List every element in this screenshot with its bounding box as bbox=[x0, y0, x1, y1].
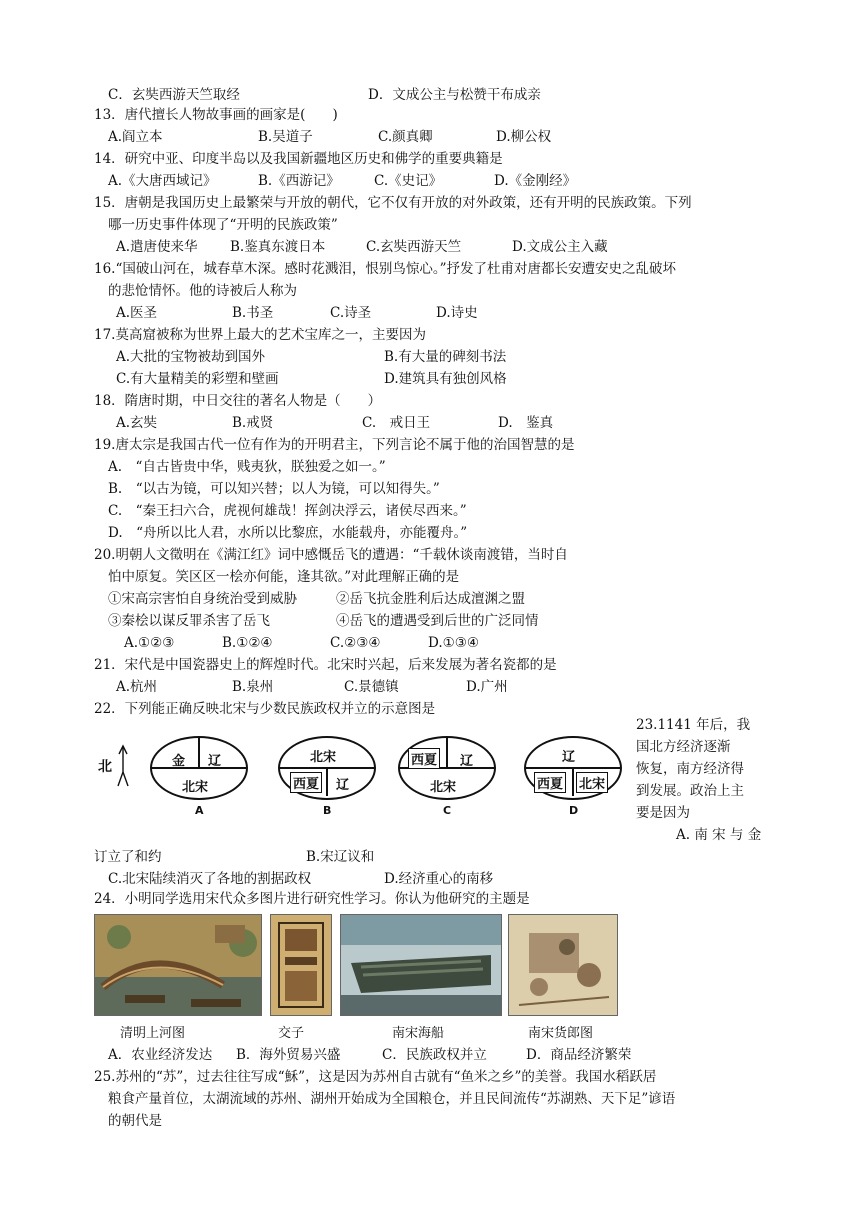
option-b: B.《西游记》 bbox=[258, 173, 340, 189]
diagram-d-region: 北宋 bbox=[576, 772, 608, 793]
option-c: C.颜真卿 bbox=[378, 129, 433, 145]
option-a: A.玄奘 bbox=[116, 415, 158, 431]
question-24: 24．小明同学选用宋代众多图片进行研究性学习。你认为他研究的主题是 bbox=[94, 891, 530, 907]
diagram-c-region: 西夏 bbox=[408, 748, 440, 769]
option-a: A．农业经济发达 bbox=[108, 1047, 213, 1063]
diagram-c-region: 北宋 bbox=[430, 780, 457, 795]
diagram-b-letter: B bbox=[323, 804, 332, 817]
option-d: D．文成公主与松赞干布成亲 bbox=[368, 87, 541, 103]
option-a: A.①②③ bbox=[124, 635, 175, 651]
diagram-b-region: 辽 bbox=[336, 778, 350, 793]
option-d: D.建筑具有独创风格 bbox=[384, 371, 507, 387]
option-d: D.①③④ bbox=[428, 635, 479, 651]
option-a-continued: 订立了和约 bbox=[94, 849, 162, 865]
question-20-line2: 怕中原复。笑区区一桧亦何能，逢其欲。”对此理解正确的是 bbox=[108, 569, 460, 585]
statement-2: ②岳飞抗金胜利后达成澶渊之盟 bbox=[336, 591, 525, 607]
option-d: D.文成公主入藏 bbox=[512, 239, 608, 255]
question-19: 19.唐太宗是我国古代一位有作为的开明君主，下列言论不属于他的治国智慧的是 bbox=[94, 437, 575, 453]
option-c: C. “秦王扫六合，虎视何雄哉！挥剑决浮云，诸侯尽西来。” bbox=[108, 503, 467, 519]
option-c: C.②③④ bbox=[330, 635, 381, 651]
north-arrow-icon bbox=[116, 744, 130, 788]
option-d: D.广州 bbox=[466, 679, 508, 695]
option-d: D.《金刚经》 bbox=[494, 173, 577, 189]
diagram-d-region: 西夏 bbox=[534, 772, 566, 793]
question-20-line1: 20.明朝人文徵明在《满江红》词中感慨岳飞的遭遇：“千载休谈南渡错，当时自 bbox=[94, 547, 568, 563]
option-d: D. 鉴真 bbox=[498, 415, 554, 431]
peddler-painting-image bbox=[508, 914, 618, 1016]
option-a: A.阎立本 bbox=[108, 129, 163, 145]
question-13: 13．唐代擅长人物故事画的画家是( ) bbox=[94, 107, 338, 123]
question-23-line4: 到发展。政治上主 bbox=[636, 783, 744, 799]
question-18: 18．隋唐时期，中日交往的著名人物是（ ） bbox=[94, 393, 382, 409]
diagram-a-region: 北宋 bbox=[182, 780, 209, 795]
north-label: 北 bbox=[98, 759, 112, 775]
option-d: D．商品经济繁荣 bbox=[526, 1047, 632, 1063]
option-b: B.泉州 bbox=[232, 679, 274, 695]
diagram-c-region: 辽 bbox=[460, 754, 474, 769]
option-d: D.经济重心的南移 bbox=[384, 871, 494, 887]
diagram-a-region: 辽 bbox=[208, 754, 222, 769]
option-a: A.大批的宝物被劫到国外 bbox=[116, 349, 266, 365]
diagram-a bbox=[150, 736, 250, 820]
question-23-line2: 国北方经济逐渐 bbox=[636, 739, 731, 755]
question-25-line3: 的朝代是 bbox=[108, 1113, 162, 1129]
question-16-line1: 16.“国破山河在，城春草木深。感时花溅泪，恨别鸟惊心。”抒发了杜甫对唐都长安遭安史之乱破坏 bbox=[94, 261, 677, 277]
option-c: C.诗圣 bbox=[330, 305, 372, 321]
question-23-line1: 23.1141 年后，我 bbox=[636, 717, 751, 733]
option-b: B.宋辽议和 bbox=[306, 849, 375, 865]
option-b: B.有大量的碑刻书法 bbox=[384, 349, 507, 365]
question-21: 21．宋代是中国瓷器史上的辉煌时代。北宋时兴起，后来发展为著名瓷都的是 bbox=[94, 657, 557, 673]
option-d: D.诗史 bbox=[436, 305, 478, 321]
qingming-painting-image bbox=[94, 914, 262, 1016]
question-16-line2: 的悲怆情怀。他的诗被后人称为 bbox=[108, 283, 297, 299]
diagram-c-letter: C bbox=[443, 804, 452, 817]
diagram-a-region: 金 bbox=[172, 754, 186, 769]
diagram-b-region: 西夏 bbox=[290, 772, 322, 793]
statement-4: ④岳飞的遭遇受到后世的广泛同情 bbox=[336, 613, 539, 629]
jiaozi-banknote-image bbox=[270, 914, 332, 1016]
question-23-line3: 恢复，南方经济得 bbox=[636, 761, 744, 777]
question-22: 22．下列能正确反映北宋与少数民族政权并立的示意图是 bbox=[94, 701, 436, 717]
option-b: B.吴道子 bbox=[258, 129, 313, 145]
diagram-b bbox=[278, 736, 378, 820]
image-caption: 南宋海船 bbox=[392, 1026, 445, 1041]
image-caption: 南宋货郎图 bbox=[528, 1026, 594, 1041]
question-25-line2: 粮食产量首位，太湖流域的苏州、湖州开始成为全国粮仓，并且民间流传“苏湖熟、天下足”谚语 bbox=[108, 1091, 676, 1107]
southern-song-ship-image bbox=[340, 914, 502, 1016]
option-d: D. “舟所以比人君，水所以比黎庶，水能载舟，亦能覆舟。” bbox=[108, 525, 468, 541]
image-caption: 交子 bbox=[278, 1026, 305, 1041]
option-b: B. “以古为镜，可以知兴替；以人为镜，可以知得失。” bbox=[108, 481, 440, 497]
question-15-line2: 哪一历史事件体现了“开明的民族政策” bbox=[108, 217, 338, 233]
image-caption: 清明上河图 bbox=[120, 1026, 186, 1041]
diagram-d bbox=[524, 736, 624, 820]
question-25-line1: 25.苏州的“苏”，过去往往写成“穌”，这是因为苏州自古就有“鱼米之乡”的美誉。我国水稻跃居 bbox=[94, 1069, 657, 1085]
question-23-line5: 要是因为 bbox=[636, 805, 690, 821]
diagram-c bbox=[398, 736, 498, 820]
option-c: C.景德镇 bbox=[344, 679, 399, 695]
option-c: C．民族政权并立 bbox=[382, 1047, 487, 1063]
question-14: 14．研究中亚、印度半岛以及我国新疆地区历史和佛学的重要典籍是 bbox=[94, 151, 503, 167]
option-c: C．玄奘西游天竺取经 bbox=[108, 87, 240, 103]
option-b: B．海外贸易兴盛 bbox=[236, 1047, 341, 1063]
option-b: B.戒贤 bbox=[232, 415, 274, 431]
option-d: D.柳公权 bbox=[496, 129, 552, 145]
diagram-d-region: 辽 bbox=[562, 750, 576, 765]
option-c: C. 戒日王 bbox=[362, 415, 431, 431]
statement-1: ①宋高宗害怕自身统治受到威胁 bbox=[108, 591, 297, 607]
option-a: A.《大唐西域记》 bbox=[108, 173, 217, 189]
option-a: A.杭州 bbox=[116, 679, 158, 695]
diagram-d-letter: D bbox=[569, 804, 579, 817]
option-b: B.①②④ bbox=[222, 635, 273, 651]
question-15-line1: 15．唐朝是我国历史上最繁荣与开放的朝代，它不仅有开放的对外政策，还有开明的民族政策。下列 bbox=[94, 195, 692, 211]
option-c: C.《史记》 bbox=[374, 173, 443, 189]
diagram-b-region: 北宋 bbox=[310, 750, 337, 765]
option-a: A. 南 宋 与 金 bbox=[676, 827, 762, 843]
question-17: 17.莫高窟被称为世界上最大的艺术宝库之一，主要因为 bbox=[94, 327, 426, 343]
option-b: B.鉴真东渡日本 bbox=[230, 239, 326, 255]
option-a: A.医圣 bbox=[116, 305, 158, 321]
option-c: C.北宋陆续消灭了各地的割据政权 bbox=[108, 871, 312, 887]
option-b: B.书圣 bbox=[232, 305, 274, 321]
option-a: A.遣唐使来华 bbox=[116, 239, 198, 255]
diagram-a-letter: A bbox=[195, 804, 204, 817]
option-c: C.玄奘西游天竺 bbox=[366, 239, 462, 255]
statement-3: ③秦桧以谋反罪杀害了岳飞 bbox=[108, 613, 270, 629]
option-c: C.有大量精美的彩塑和壁画 bbox=[116, 371, 279, 387]
option-a: A. “自古皆贵中华，贱夷狄，朕独爱之如一。” bbox=[108, 459, 386, 475]
